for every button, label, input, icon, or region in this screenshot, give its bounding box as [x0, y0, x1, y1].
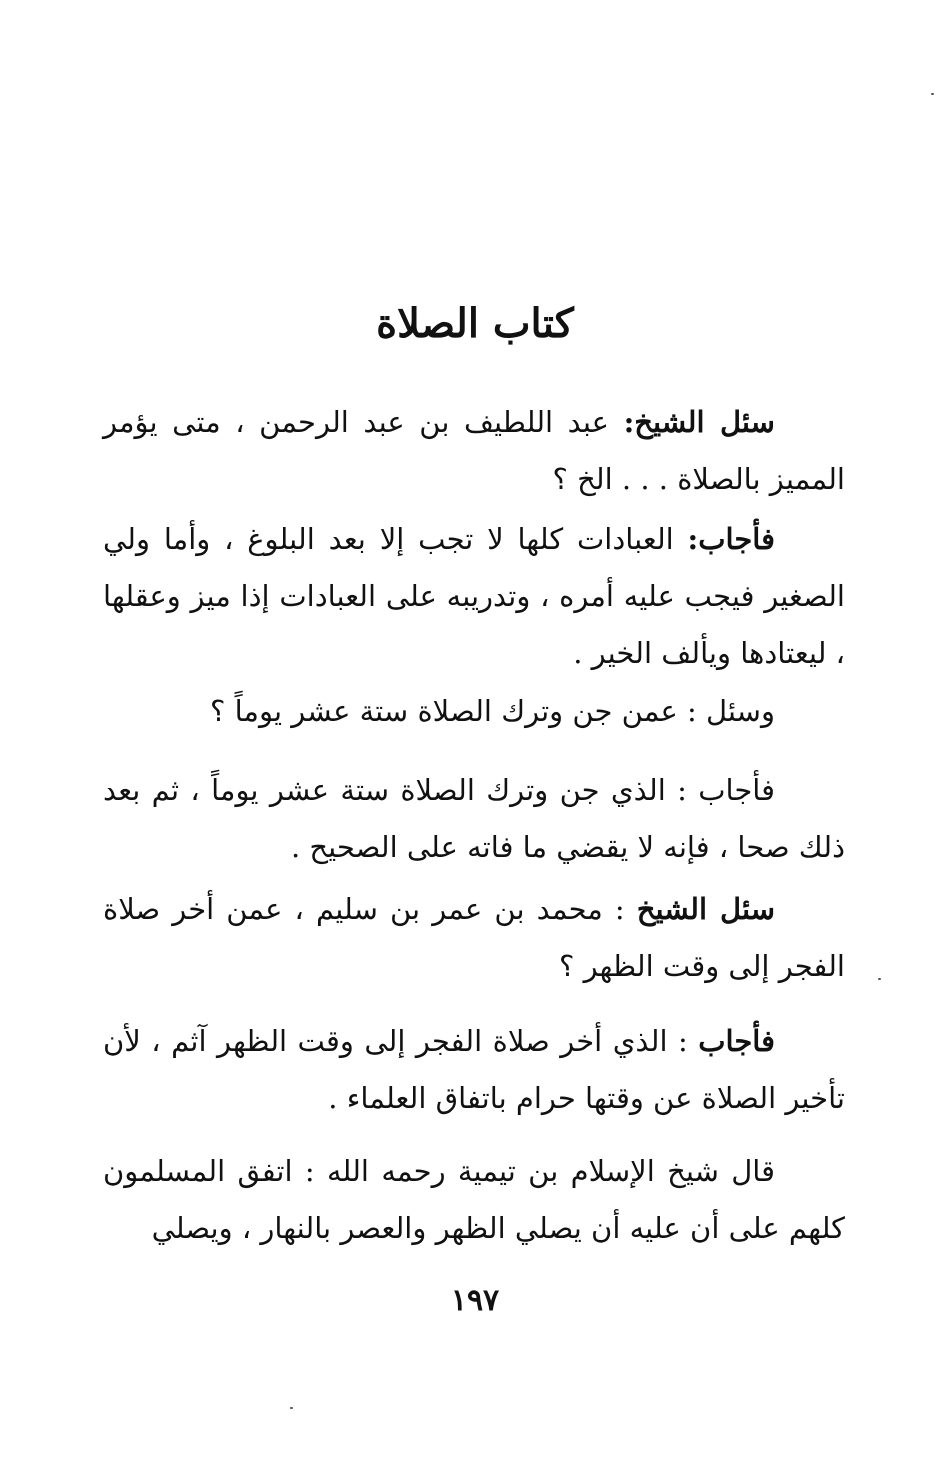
page-number: ١٩٧ — [450, 1283, 500, 1318]
paragraph-lead: فأجاب — [698, 1024, 775, 1058]
paragraph-lead: سئل الشيخ: — [623, 405, 775, 439]
paragraph-text: العبادات كلها لا تجب إلا بعد البلوغ ، وأما ولي الصغير فيجب عليه أمره ، وتدريبه على العبادات إذا ميز وعقلها ، ليعتادها ويألف الخير . — [103, 522, 845, 670]
paragraph-answer-2 — [103, 762, 845, 876]
chapter-title: كتاب الصلاة — [376, 300, 574, 347]
paragraph-lead: سئل الشيخ — [636, 892, 776, 926]
paragraph-answer-1 — [103, 511, 845, 682]
paragraph-text: عبد اللطيف بن عبد الرحمن ، متى يؤمر المميز بالصلاة . . . الخ ؟ — [103, 405, 845, 496]
paragraph-text: قال شيخ الإسلام بن تيمية رحمه الله : اتفق المسلمون كلهم على أن عليه أن يصلي الظهر والعصر بالنهار ، ويصلي — [103, 1154, 845, 1245]
paragraph-question-1 — [103, 394, 845, 508]
paragraph-question-3 — [103, 881, 845, 995]
scan-speck — [931, 93, 934, 95]
paragraph-answer-3 — [103, 1013, 845, 1127]
paragraph-quote — [103, 1143, 845, 1257]
scan-speck — [290, 1407, 293, 1409]
paragraph-text: وسئل : عمن جن وترك الصلاة ستة عشر يوماً ؟ — [209, 694, 775, 728]
paragraph-text: : محمد بن عمر بن سليم ، عمن أخر صلاة الفجر إلى وقت الظهر ؟ — [103, 892, 845, 983]
paragraph-question-2 — [103, 683, 845, 740]
paragraph-lead: فأجاب: — [687, 522, 775, 556]
paragraph-text: : الذي أخر صلاة الفجر إلى وقت الظهر آثم ، لأن تأخير الصلاة عن وقتها حرام باتفاق العلماء . — [103, 1024, 845, 1115]
paragraph-text: فأجاب : الذي جن وترك الصلاة ستة عشر يوماً ، ثم بعد ذلك صحا ، فإنه لا يقضي ما فاته على الصحيح . — [103, 773, 845, 864]
scan-speck — [878, 978, 881, 980]
